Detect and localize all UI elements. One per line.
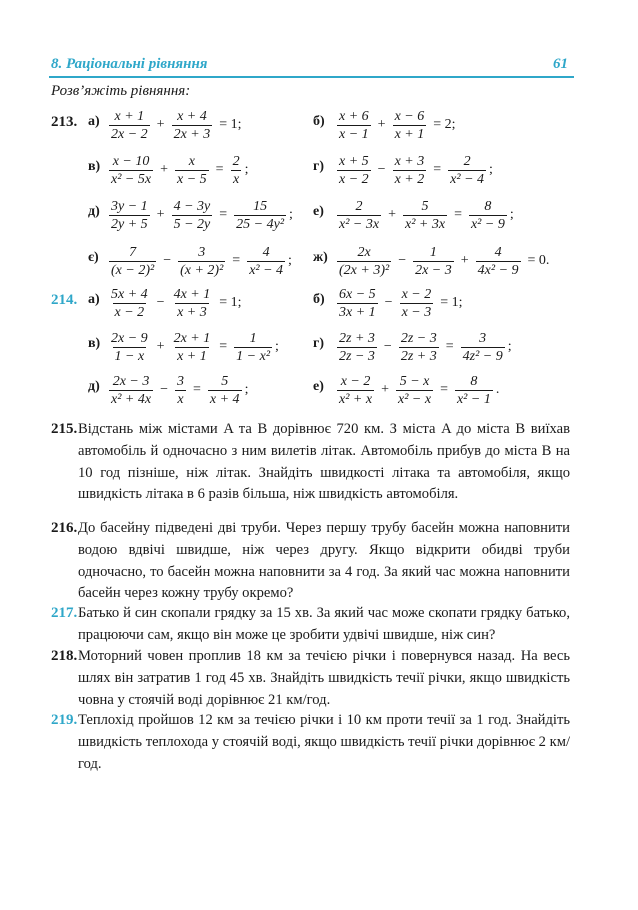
operator: = xyxy=(445,339,454,354)
operator: = 0. xyxy=(527,253,550,268)
fraction xyxy=(448,154,486,187)
operator: − xyxy=(398,253,407,268)
problem-216-number: 216. xyxy=(51,520,78,536)
numerator: 1 xyxy=(249,330,257,346)
numerator: 4 xyxy=(494,244,502,260)
numerator: x + 5 xyxy=(339,153,369,169)
denominator: 2x + 3 xyxy=(173,126,211,142)
operator: ; xyxy=(509,207,514,222)
fraction xyxy=(469,199,507,232)
denominator: 1 − x xyxy=(114,348,145,364)
numerator: 7 xyxy=(129,244,137,260)
denominator: x + 1 xyxy=(394,126,425,142)
denominator: x − 2 xyxy=(339,171,369,187)
label-e: е) xyxy=(313,379,324,394)
equation-213g xyxy=(334,150,493,190)
instruction: Розв’яжіть рівняння: xyxy=(51,83,191,99)
numerator: 2 xyxy=(355,198,363,214)
equation-214d xyxy=(106,370,248,410)
fraction xyxy=(109,331,150,364)
numerator: 3 xyxy=(479,330,487,346)
operator: − xyxy=(384,295,393,310)
fraction xyxy=(400,287,434,320)
denominator: x² − 3x xyxy=(339,216,380,232)
operator: = xyxy=(232,253,241,268)
denominator: x² + 4x xyxy=(111,391,152,407)
numerator: 3y − 1 xyxy=(111,198,148,214)
section-title: 8. Раціональні рівняння xyxy=(51,56,208,72)
label-g: г) xyxy=(313,336,325,351)
denominator: (x − 2)² xyxy=(111,262,155,278)
equation-214g xyxy=(334,327,512,367)
problem-213-number: 213. xyxy=(51,114,78,130)
operator: − xyxy=(383,339,392,354)
denominator: x + 4 xyxy=(209,391,240,407)
operator: = xyxy=(192,382,201,397)
denominator: 1 − x² xyxy=(236,348,271,364)
fraction xyxy=(208,374,242,407)
label-d: д) xyxy=(88,204,100,219)
operator: ; xyxy=(507,339,512,354)
label-b: б) xyxy=(313,292,325,307)
denominator: x² − 1 xyxy=(456,391,491,407)
fraction xyxy=(399,331,439,364)
problem-219-text: Теплохід пройшов 12 км за течією річки і 10 км проти течії за 1 год. Знайдіть швидкість теплохода у стоячій воді, якщо швидкість течії річки дорівнює 2 км/год. xyxy=(78,712,570,772)
denominator: x² + x xyxy=(339,391,373,407)
fraction xyxy=(172,287,213,320)
label-zh: ж) xyxy=(313,250,328,265)
operator: = xyxy=(440,382,448,397)
fraction xyxy=(234,331,272,364)
denominator: x + 3 xyxy=(177,304,207,320)
label-e: е) xyxy=(313,204,324,219)
fraction xyxy=(337,245,391,278)
numerator: 2x − 9 xyxy=(111,330,148,346)
fraction xyxy=(461,331,505,364)
denominator: x xyxy=(232,171,240,187)
denominator: x² − x xyxy=(397,391,432,407)
problem-214-number: 214. xyxy=(51,292,78,308)
numerator: 5x + 4 xyxy=(111,286,148,302)
problem-217-text: Батько й син скопали грядку за 15 хв. За який час може скопати грядку батько, працюючи сам, якщо він може це зробити удвічі швидше, ніж син? xyxy=(78,605,570,643)
numerator: 2x − 3 xyxy=(112,373,150,389)
numerator: x xyxy=(188,153,195,169)
problem-215-text: Відстань між містами A та B дорівнює 720 км. З міста A до міста B виїхав автомобіль й одночасно з ним вилетів літак. Автомобіль прибув до міста B на 10 год пізніше, ніж літак. Знайдіть швидкості літака та автомобіля, якщо швидкість літака в 6 разів більша, ніж швидкість автомобіля. xyxy=(78,421,570,503)
fraction xyxy=(175,374,186,407)
fraction xyxy=(393,154,427,187)
label-b: б) xyxy=(313,114,325,129)
operator: − xyxy=(163,253,172,268)
fraction xyxy=(337,331,377,364)
problem-218-number: 218. xyxy=(51,648,78,664)
fraction xyxy=(109,199,150,232)
denominator: x² − 4 xyxy=(249,262,284,278)
numerator: x − 6 xyxy=(394,108,425,124)
fraction xyxy=(247,245,285,278)
denominator: 25 − 4y² xyxy=(236,216,285,232)
fraction xyxy=(393,109,427,142)
operator: ; xyxy=(275,339,279,354)
numerator: 4x + 1 xyxy=(173,286,211,302)
numerator: 2z − 3 xyxy=(400,330,437,346)
operator: ; xyxy=(244,382,249,397)
denominator: 4z² − 9 xyxy=(462,348,503,364)
label-a: а) xyxy=(88,292,100,307)
problem-218-text: Моторний човен проплив 18 км за течією річки і повернувся назад. На весь шлях він затратив 1 год 45 хв. Знайдіть швидкість течії річки, якщо швидкість човна у стоячій воді дорівнює 21 км/год. xyxy=(78,648,570,708)
fraction xyxy=(337,287,378,320)
denominator: x + 2 xyxy=(394,171,425,187)
operator: − xyxy=(160,382,168,397)
operator: + xyxy=(460,253,469,268)
label-ye: є) xyxy=(88,250,99,265)
fraction xyxy=(109,374,153,407)
equation-214b xyxy=(334,283,467,323)
fraction xyxy=(234,199,286,232)
denominator: 2x − 3 xyxy=(415,262,452,278)
fraction xyxy=(455,374,493,407)
numerator: x + 6 xyxy=(339,108,369,124)
numerator: 1 xyxy=(429,244,437,260)
operator: = xyxy=(219,339,228,354)
equation-214v xyxy=(106,327,279,367)
equation-214e xyxy=(334,370,499,410)
equation-213a xyxy=(106,105,246,145)
operator: = xyxy=(454,207,462,222)
numerator: 2 xyxy=(463,153,471,169)
numerator: 2z + 3 xyxy=(339,330,375,346)
label-v: в) xyxy=(88,159,101,174)
denominator: (2x + 3)² xyxy=(339,262,390,278)
equation-213v xyxy=(106,150,248,190)
operator: + xyxy=(156,207,165,222)
denominator: x + 1 xyxy=(177,348,207,364)
fraction xyxy=(337,109,371,142)
header-rule xyxy=(49,76,574,78)
numerator: 15 xyxy=(253,198,268,214)
equation-213zh xyxy=(334,241,553,281)
equation-213ye xyxy=(106,241,292,281)
operator: − xyxy=(156,295,165,310)
fraction xyxy=(175,154,209,187)
problem-215-number: 215. xyxy=(51,421,78,437)
fraction xyxy=(109,287,150,320)
numerator: 5 xyxy=(421,198,429,214)
numerator: 6x − 5 xyxy=(339,286,376,302)
denominator: x − 1 xyxy=(339,126,369,142)
operator: = 2; xyxy=(433,117,456,132)
numerator: 8 xyxy=(484,198,492,214)
denominator: 3x + 1 xyxy=(339,304,376,320)
operator: = xyxy=(433,162,442,177)
fraction xyxy=(178,245,225,278)
denominator: x² + 3x xyxy=(404,216,446,232)
numerator: 4 xyxy=(262,244,270,260)
fraction xyxy=(109,245,156,278)
numerator: x − 2 xyxy=(340,373,371,389)
fraction xyxy=(403,199,447,232)
fraction xyxy=(109,109,150,142)
label-v: в) xyxy=(88,336,101,351)
label-d: д) xyxy=(88,379,100,394)
numerator: x + 3 xyxy=(394,153,425,169)
denominator: 4x² − 9 xyxy=(477,262,519,278)
operator: − xyxy=(377,162,386,177)
operator: = 1; xyxy=(219,117,242,132)
numerator: 2x xyxy=(357,244,371,260)
fraction xyxy=(476,245,521,278)
denominator: x² − 5x xyxy=(111,171,152,187)
equation-213d xyxy=(106,195,293,235)
denominator: x − 2 xyxy=(114,304,145,320)
operator: = xyxy=(219,207,228,222)
operator: + xyxy=(377,117,386,132)
numerator: 2 xyxy=(232,153,240,169)
equation-213b xyxy=(334,105,460,145)
page-number: 61 xyxy=(553,56,568,72)
equation-214a xyxy=(106,283,246,323)
operator: = 1; xyxy=(219,295,242,310)
fraction xyxy=(109,154,153,187)
denominator: 2z + 3 xyxy=(400,348,437,364)
operator: + xyxy=(381,382,389,397)
operator: . xyxy=(495,382,500,397)
numerator: 3 xyxy=(176,373,184,389)
operator: ; xyxy=(289,207,293,222)
problem-216-text: До басейну підведені дві труби. Через першу трубу басейн можна наповнити водою вдвічі швидше, ніж через другу. Якщо відкрити обидві труби одночасно, то басейн можна наповнити за 4 год. За який час можна наповнити басейн через кожну трубу окремо? xyxy=(78,520,570,602)
fraction xyxy=(172,109,213,142)
numerator: x + 1 xyxy=(114,108,145,124)
problem-217-number: 217. xyxy=(51,605,78,621)
label-g: г) xyxy=(313,159,325,174)
fraction xyxy=(231,154,242,187)
operator: + xyxy=(160,162,168,177)
denominator: (x + 2)² xyxy=(180,262,224,278)
denominator: x xyxy=(177,391,184,407)
operator: = 1; xyxy=(440,295,463,310)
numerator: x − 2 xyxy=(401,286,432,302)
numerator: 4 − 3y xyxy=(173,198,211,214)
denominator: 5 − 2y xyxy=(173,216,211,232)
numerator: 2x + 1 xyxy=(173,330,211,346)
problem-219-number: 219. xyxy=(51,712,78,728)
numerator: 8 xyxy=(470,373,478,389)
denominator: x − 5 xyxy=(176,171,207,187)
operator: = xyxy=(215,162,224,177)
page-header xyxy=(49,55,574,75)
operator: ; xyxy=(288,253,292,268)
label-a: а) xyxy=(88,114,100,129)
fraction xyxy=(337,154,371,187)
numerator: x − 10 xyxy=(112,153,150,169)
fraction xyxy=(172,199,213,232)
denominator: 2x − 2 xyxy=(111,126,148,142)
operator: + xyxy=(388,207,396,222)
numerator: x + 4 xyxy=(177,108,207,124)
denominator: 2z − 3 xyxy=(339,348,375,364)
operator: + xyxy=(156,339,165,354)
operator: ; xyxy=(489,162,493,177)
operator: + xyxy=(156,117,165,132)
fraction xyxy=(396,374,433,407)
numerator: 3 xyxy=(198,244,206,260)
equation-213e xyxy=(334,195,514,235)
numerator: 5 − x xyxy=(399,373,430,389)
fraction xyxy=(172,331,213,364)
fraction xyxy=(413,245,454,278)
fraction xyxy=(337,374,374,407)
denominator: x − 3 xyxy=(401,304,432,320)
denominator: x² − 4 xyxy=(450,171,485,187)
denominator: 2y + 5 xyxy=(111,216,148,232)
operator: ; xyxy=(244,162,249,177)
fraction xyxy=(337,199,381,232)
numerator: 5 xyxy=(221,373,229,389)
denominator: x² − 9 xyxy=(470,216,505,232)
